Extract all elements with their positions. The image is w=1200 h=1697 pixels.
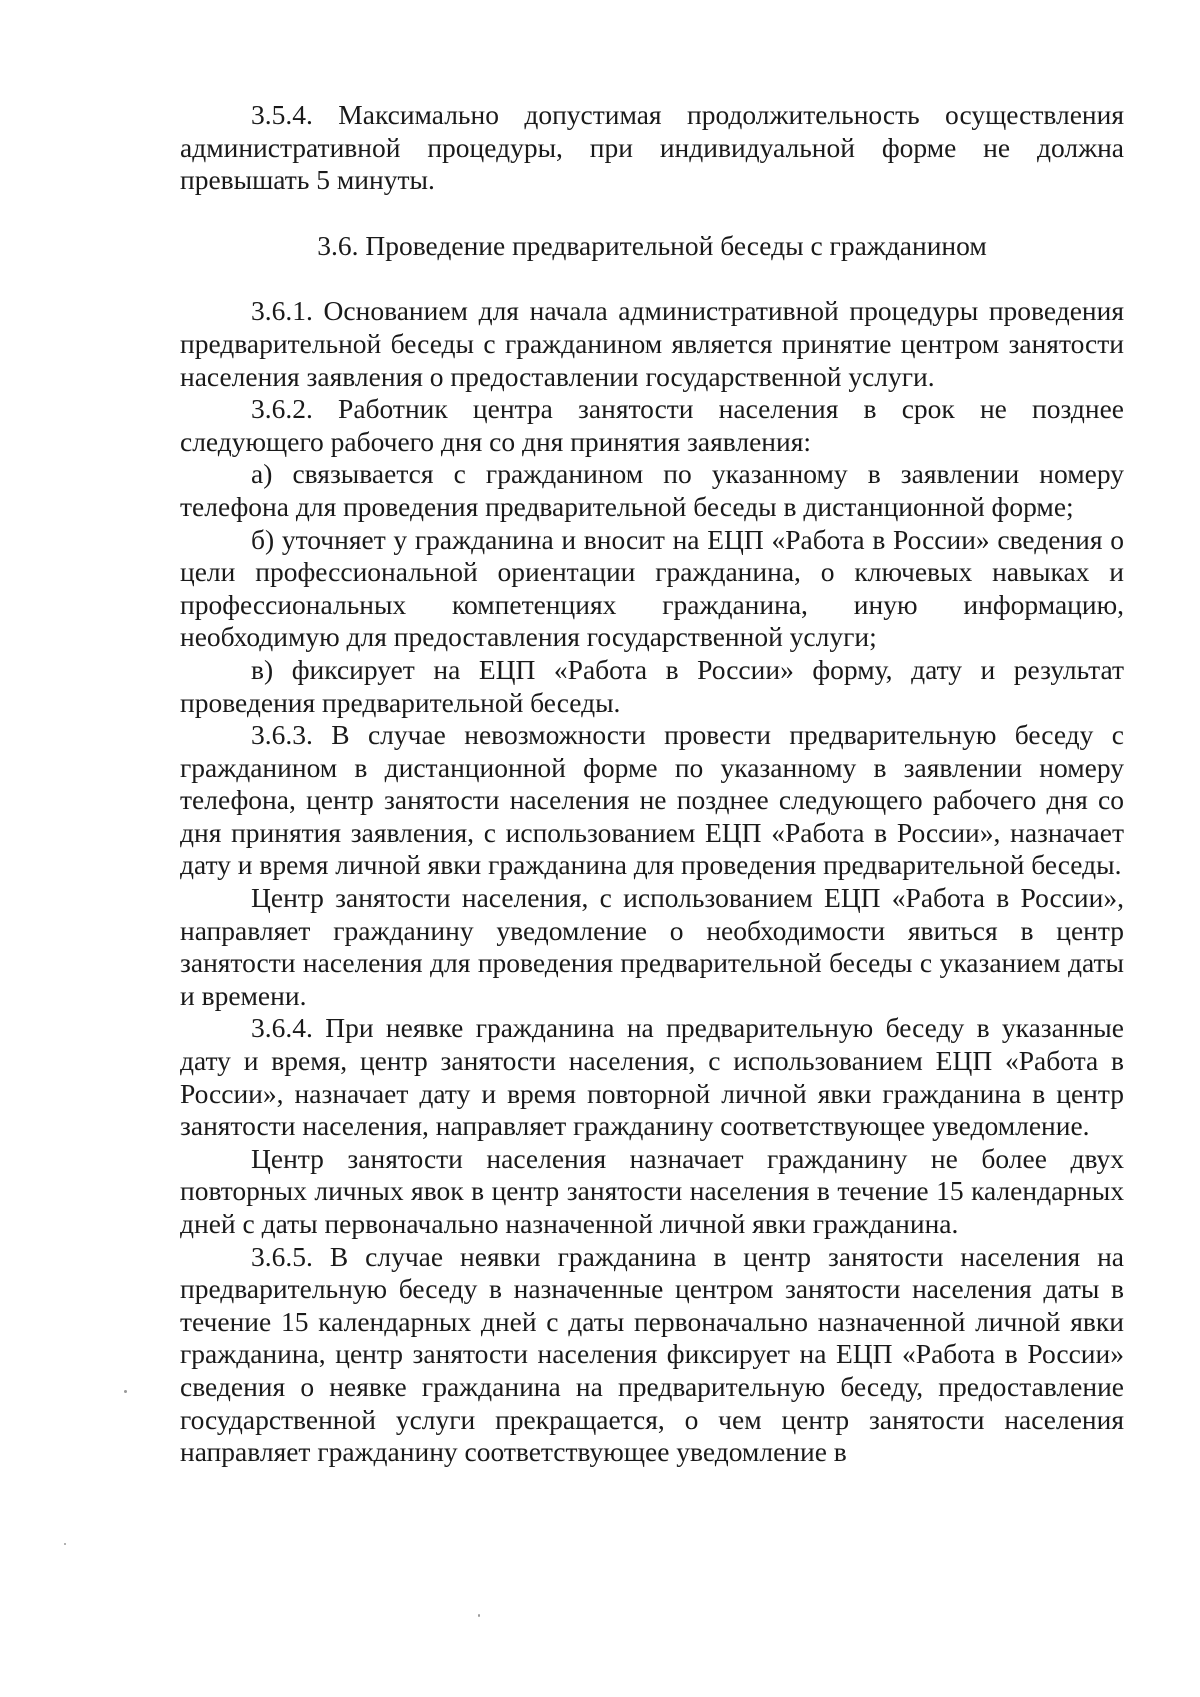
paragraph-3-6-2-v: в) фиксирует на ЕЦП «Работа в России» форму, дату и результат проведения предварительной беседы. xyxy=(180,653,1124,718)
paragraph-3-6-3-notice: Центр занятости населения, с использованием ЕЦП «Работа в России», направляет гражданину уведомление о необходимости явиться в центр занятости населения для проведения предварительной беседы с указанием даты и времени. xyxy=(180,882,1124,1011)
scan-speck xyxy=(478,1614,480,1617)
paragraph-3-5-4: 3.5.4. Максимально допустимая продолжительность осуществления административной процедуры, при индивидуальной форме не должна превышать 5 минуты. xyxy=(180,99,1124,196)
document-body xyxy=(180,99,1124,1469)
section-heading-3-6: 3.6. Проведение предварительной беседы с гражданином xyxy=(317,229,987,261)
paragraph-3-6-1: 3.6.1. Основанием для начала административной процедуры проведения предварительной беседы с гражданином является принятие центром занятости населения заявления о предоставлении государственной услуги. xyxy=(180,295,1124,392)
scan-speck xyxy=(124,1390,127,1393)
paragraph-3-6-3: 3.6.3. В случае невозможности провести предварительную беседу с гражданином в дистанционной форме по указанному в заявлении номеру телефона, центр занятости населения не позднее следующего рабочего дня со дня принятия заявления, с использованием ЕЦП «Работа в России», назначает дату и время личной явки гражданина для проведения предварительной беседы. xyxy=(180,719,1124,881)
paragraph-3-6-2: 3.6.2. Работник центра занятости населения в срок не позднее следующего рабочего дня со дня принятия заявления: xyxy=(180,393,1124,457)
paragraph-3-6-2-a: а) связывается с гражданином по указанному в заявлении номеру телефона для проведения предварительной беседы в дистанционной форме; xyxy=(180,458,1124,522)
paragraph-3-6-2-b: б) уточняет у гражданина и вносит на ЕЦП «Работа в России» сведения о цели профессиональной ориентации гражданина, о ключевых навыках и профессиональных компетенциях гражданина, иную информацию, необходимую для предоставления государственной услуги; xyxy=(180,523,1124,653)
paragraph-3-6-4-repeat: Центр занятости населения назначает гражданину не более двух повторных личных явок в центр занятости населения в течение 15 календарных дней с даты первоначально назначенной личной явки гражданина. xyxy=(180,1142,1124,1239)
paragraph-3-6-4: 3.6.4. При неявке гражданина на предварительную беседу в указанные дату и время, центр занятости населения, с использованием ЕЦП «Работа в России», назначает дату и время повторной личной явки гражданина в центр занятости населения, направляет гражданину соответствующее уведомление. xyxy=(180,1012,1124,1142)
scan-speck xyxy=(64,1543,66,1545)
paragraph-3-6-5: 3.6.5. В случае неявки гражданина в центр занятости населения на предварительную беседу в назначенные центром занятости населения даты в течение 15 календарных дней с даты первоначально назначенной личной явки гражданина, центр занятости населения фиксирует на ЕЦП «Работа в России» сведения о неявке гражданина на предварительную беседу, предоставление государственной услуги прекращается, о чем центр занятости населения направляет гражданину соответствующее уведомление в xyxy=(180,1240,1124,1468)
